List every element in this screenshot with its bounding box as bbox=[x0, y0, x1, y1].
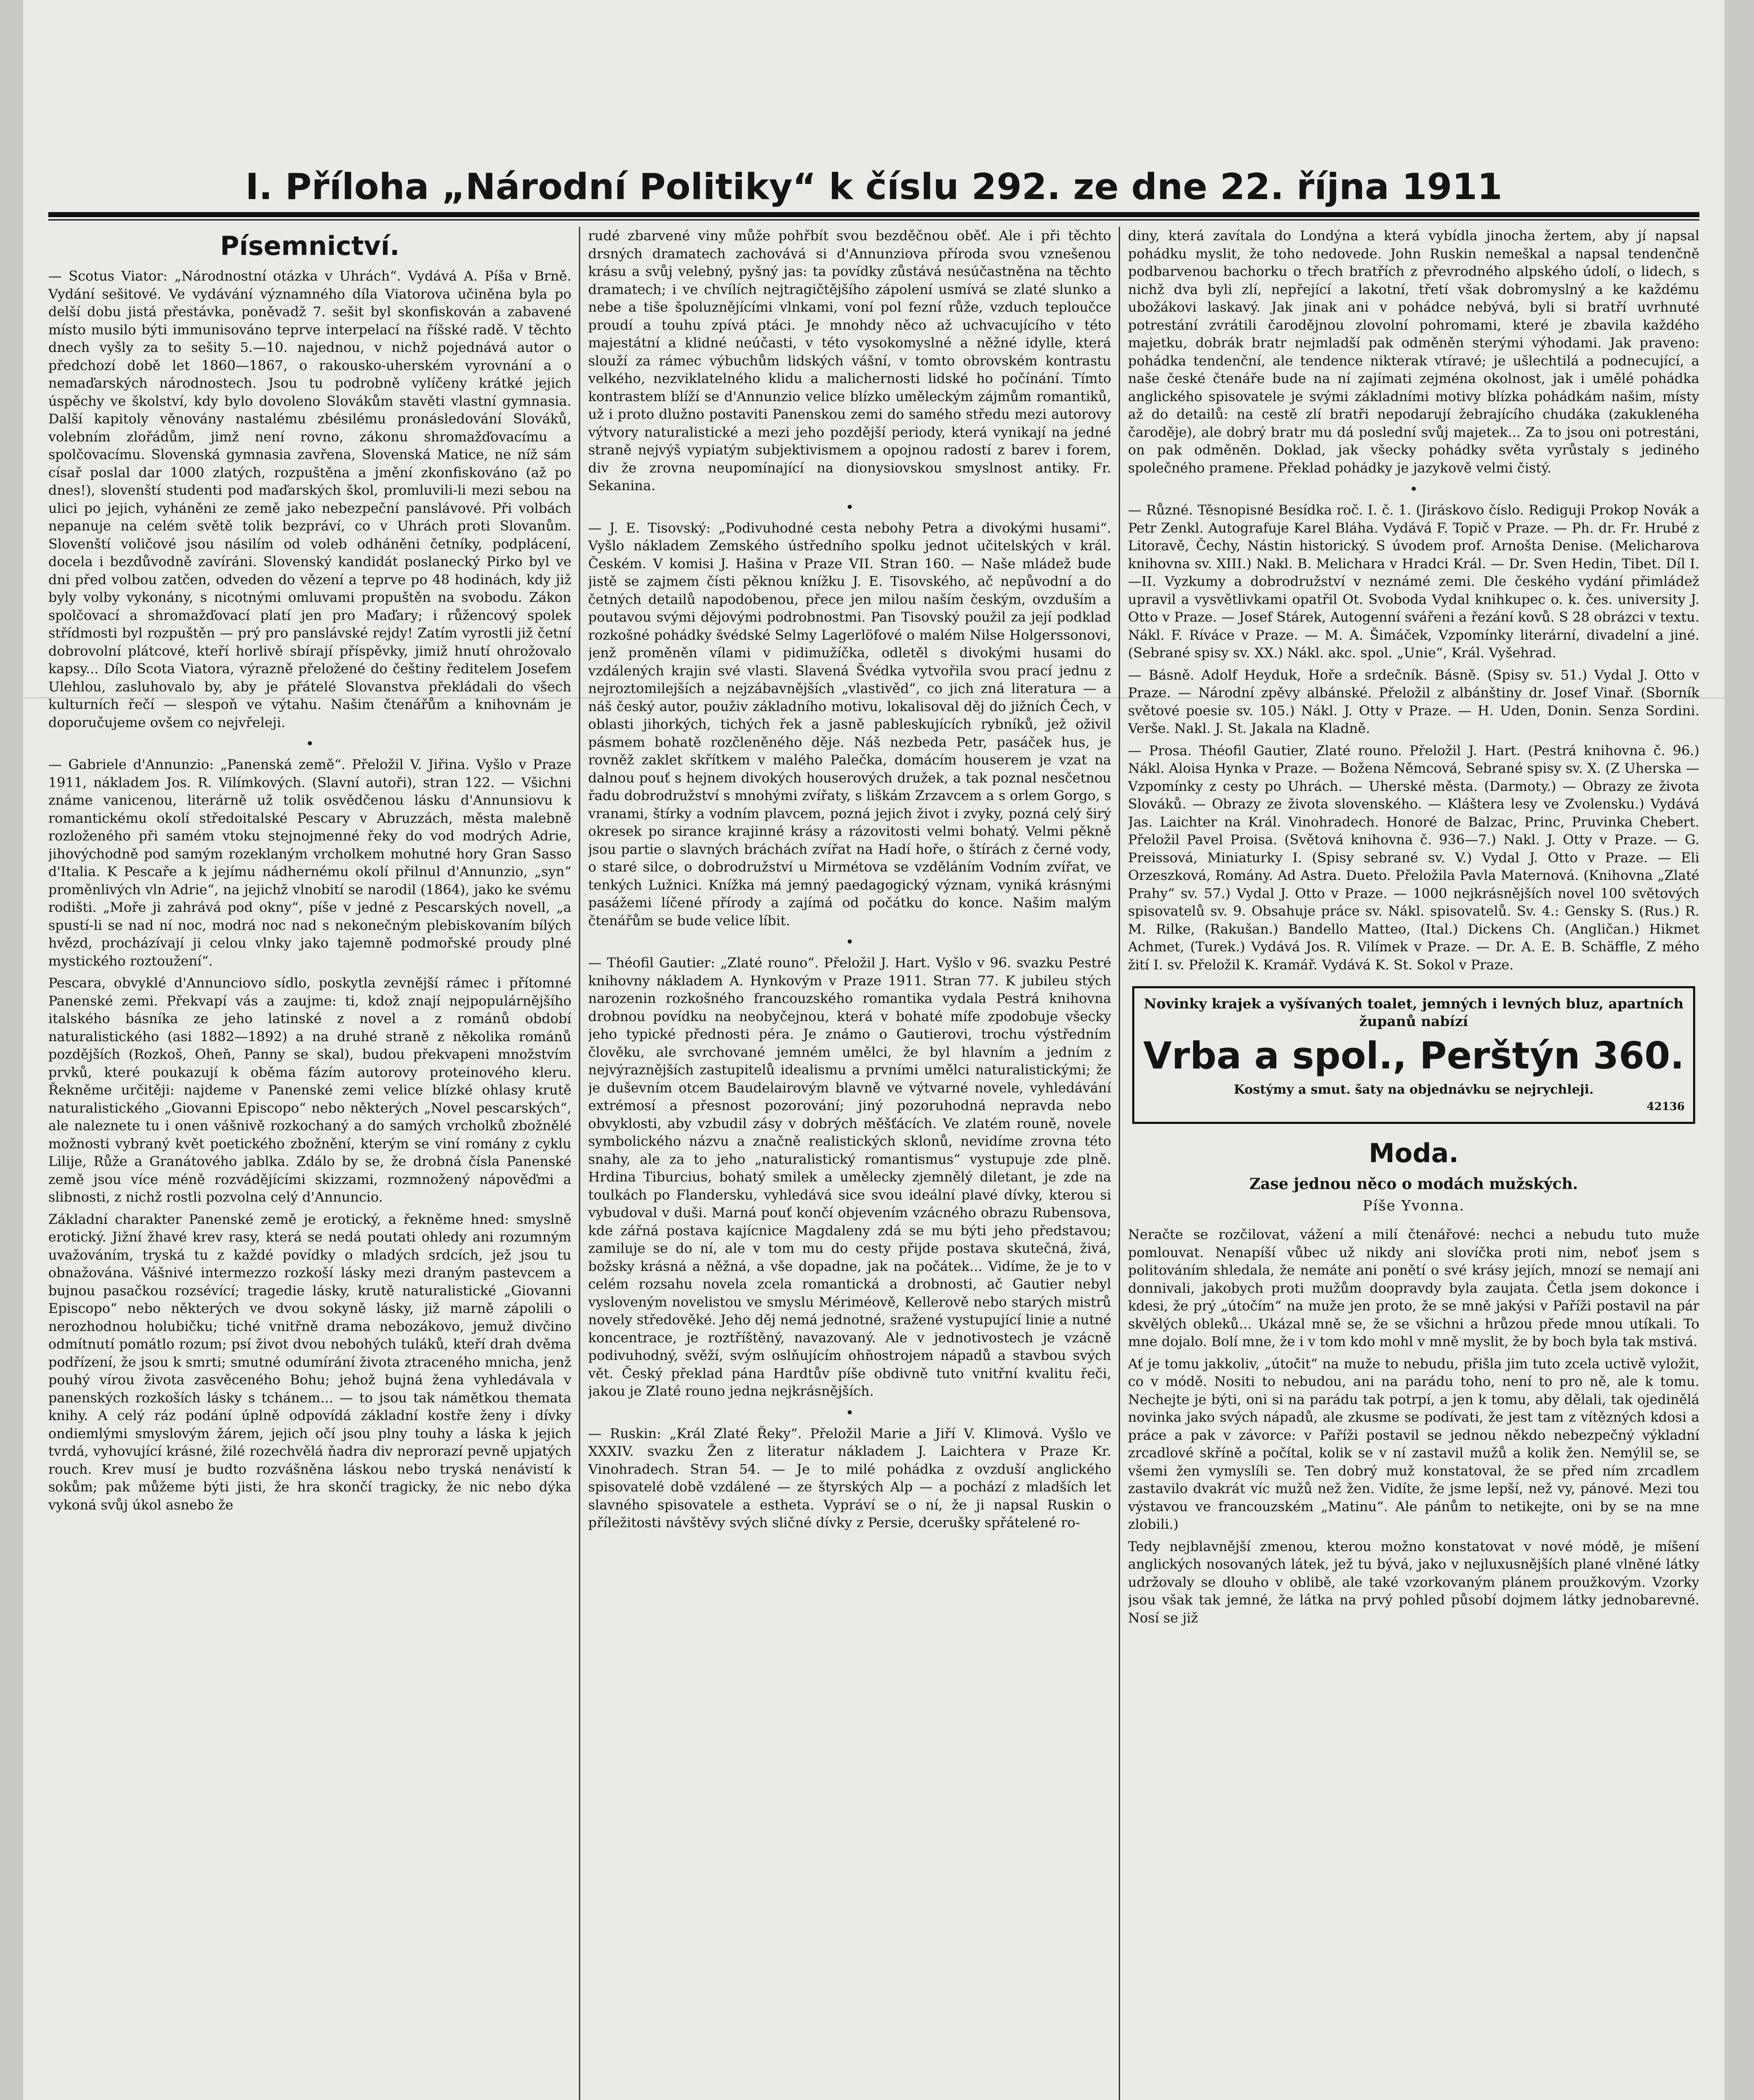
column-divider bbox=[579, 227, 580, 2100]
ad-footer-text: Kostýmy a smut. šaty na objednávku se nejrychleji. bbox=[1233, 1082, 1594, 1097]
separator: • bbox=[845, 934, 854, 950]
article-paragraph: Neračte se rozčilovat, vážení a milí čtenářové: nechci a nebudu tuto muže pomlouvat. Nenapíší vůbec už nikdy ani slovíčka proti nim, neboť jsem s politováním shledala, že nemáte ani ponětí o své krásy jejích, mnozí se nemají ani donnivali, jakobych proti mužům doopravdy byla zaujata. Četla jsem dokonce i kdesi, že prý „útočím“ na muže jen proto, že se mně jakýsi v Paříži postavil na pár skvělých obleků... Ukázal mně se, že se všichni a hrůzou přede mnou utíkali. To mne dojalo. Bolí mne, že i v tom kdo mohl v mně myslit, že by boch byla tak mstivá. bbox=[1128, 1226, 1699, 1349]
article-paragraph: — Scotus Viator: „Národnostní otázka v Uhrách“. Vydává A. Píša v Brně. Vydání sešitové. Ve vydávání významného díla Viatorova učiněna byla po delší dobu jistá přestávka, poněvadž 7. sešit byl skonfiskován a zabavené místo musilo býti immunisováno teprve interpelací na říšské radě. V těchto dnech vyšly za to sešity 5.—10. najednou, v nichž pojednává autor o předchozí době let 1860—1867, o rakousko-uherském vyrovnání a o nemaďarských národnostech. Jsou tu podrobně vylíčeny krátké jejich úspěchy ve školství, kdy bylo dovoleno Slovákům stavěti vlastní gymnasia. Další kapitoly věnovány nastalému zbésilému pronásledování Slováků, volebním zlořádům, jimž není rovno, zákonu shromažďovacímu a spolčovacímu. Slovenská gymnasia zavřena, Slovenská Matice, ne níž sám císař poslal dar 1000 zlatých, rozpuštěna a jmění zkonfiskováno (až po dnes!), slovenští studenti pod maďarských škol, promluvili-li mezi sebou na ulici po jejich, vyháněni ze země jako nebezpeční panslávové. Při volbách nepanuje na celém světě tolik bezpráví, co v Uhrách proti Slovanům. Slovenští voličové jsou násilím od voleb odháněni četníky, podplácení, docela i bezdůvodně zavíráni. Slovenský kandidát poslanecký Pirko byl ve dni před volbou zatčen, odveden do vězení a teprve po 48 hodinách, kdy již byly volby vykonány, s nicotnými omluvami propuštěn na svobodu. Zákon spolčovací a shromažďovací platí jen pro Maďary; i růžencový spolek střídmosti byl rozpuštěn — prý pro panslávské rejdy! Zatím vyrostli již četní dobrovolní plátcové, kteří horlivě sbírají příspěvky, jimiž hnutí ohrožovalo kapsy... Dílo Scota Viatora, výrazně přeložené do češtiny ředitelem Josefem Ulehlou, zasluhovalo by, aby je přátelé Slovanstva překládali do všech kulturních řečí — slespoň ve výtahu. Našim čtenářům a knihovnám je doporučujeme ovšem co nejvřeleji. bbox=[48, 268, 571, 730]
article-paragraph: — J. E. Tisovský: „Podivuhodné cesta nebohy Petra a divokými husami“. Vyšlo nákladem Zemského ústředního spolku jednot učitelských v král. Českém. V komisi J. Hašina v Praze VII. Stran 160. — Naše mládež bude jistě se zajmem čísti pěknou knížku J. E. Tisovského, ač nepůvodní a do četných detailů napodobenou, přece jen milou naším českým, ovzduším a poutavou svými dějovými podrobnostmi. Pan Tisovský použil za její podklad rozkošné pohádky švédské Selmy Lagerlöfové o malém Nilse Holgerssonovi, jenž proměněn vílami v pidimužíčka, odletěl s divokými husami do vzdálených krajin své vlasti. Slavená Švédka vytvořila svou prací jednu z nejroztomilejších a nejzábavnějších „vlastivěd“, co jich zná literatura — a náš český autor, použiv základního motivu, lokalisoval děj do jižních Čech, v oblasti jihorkých, tichých řek a jasně pableskujících rybníků, jež oživil pásmem bohatě rozčleněného děje. Náš nezbeda Petr, pasáček hus, je rovněž zaklet skřítkem v malého Palečka, domácím houserem je vzat na dalnou pouť s hejnem divokých houserových družek, a tak poznal nesčetnou řadu dobrodružství s mnohými zvířaty, s liškám Zrzavcem a s orlem Gorgo, s vranami, štírky a vodním plavcem, pozná jejich život i zvyky, pozná celý širý okresek po sirance krajinné krásy a rázovitosti velmi bohatý. Velmi pěkně jsou partie o slavných bráchách zvířat na Hadí hoře, o štírách z černé vody, o staré silce, o dobrodružství u Mirmétova se vzděláním Vodním zvířat, ve tenkých Lužnici. Knížka má jemný paedagogický význam, vyniká krásnými pasážemi líčené přírody a zajímá od počátku do konce. Našim malým čtenářům se bude velice líbit. bbox=[588, 520, 1111, 929]
separator: • bbox=[845, 1404, 854, 1421]
column-divider bbox=[1119, 227, 1120, 2100]
section-title-literature: Písemnictví. bbox=[220, 231, 400, 261]
separator: • bbox=[1409, 481, 1418, 498]
article-subtitle: Zase jednou něco o modách mužských. bbox=[1249, 1175, 1578, 1193]
masthead-rule bbox=[48, 212, 1699, 217]
article-paragraph: rudé zbarvené viny může pohřbít svou bezděčnou oběť. Ale i při těchto drsných dramatech zachovává si d'Annunziova příroda svou vznešenou krásu a svůj velebný, pyšný jas: ta povídky zůstává nesúčastněna na těchto dramatech; i ve chvílích nejtragičtějšího zápolení usmívá se zlaté slunko a nebe a tiše špoluznějícími vlnkami, voní pol fezní růže, vzduch teploučce proudí a touhu zpívá ptáci. Je mnohdy něco až uchvacujícího v této majestátní a klidné neúčasti, v této vysokomyslné a něžné idylle, která slouží za rámec výbuchům lidských vášní, v tomto obrovském kontrastu velkého, nezviklatelného klidu a malichernosti lidské ho počínání. Tímto kontrastem blíží se d'Annunzio velice blízko uměleckým zájmům romantiků, už i proto dlužno postaviti Panenskou zemi do samého středu mezi autorovy výtvory naturalistické a mezi jeho pozdější periody, která vynikají na jedné straně nejvýš vypiatým subjektivismem a opojnou radostí z barev i forem, div že zrovna neupomínající na dionysiovskou smyslnost antiky. Fr. Sekanina. bbox=[588, 228, 1111, 494]
separator: • bbox=[305, 735, 314, 752]
advertisement-box bbox=[1132, 986, 1695, 1124]
ad-headline: Novinky krajek a vyšívaných toalet, jemných i levných bluz, apartních županů nabízí bbox=[1144, 995, 1684, 1029]
article-paragraph: — Ruskin: „Král Zlaté Řeky“. Přeložil Marie a Jiří V. Klimová. Vyšlo ve XXXIV. svazku Žen z literatur nákladem J. Laichtera v Praze Kr. Vinohradech. Stran 54. — Je to milé pohádka z ovzduší anglického spisovatelé době vzdálené — ze štyrských Alp — a pochází z mladších let slavného spisovatele a estheta. Vypráví se o ní, že ji napsal Ruskin o příležitosti návštěvy svých sličné dívky z Persie, dcerušky spřátelené ro- bbox=[588, 1425, 1111, 1530]
masthead-rule-thin bbox=[48, 219, 1699, 220]
article-paragraph: — Théofil Gautier: „Zlaté rouno“. Přeložil J. Hart. Vyšlo v 96. svazku Pestré knihovny nákladem A. Hynkovým v Praze 1911. Stran 77. K jubileu stých narozenin rozkošného francouzského romantika vydala Pestrá knihovna drobnou povídku na neobyčejnou, která v bohaté mífe zpodobuje všecky jeho typické přednosti péra. Je známo o Gautierovi, trochu výstředním člověku, ale svrchované jemném umělci, že byl hlavním a jedním z nejvýraznějších zastupitelů idealismu a prvními umělci naturalistickými; že je duševním otcem Baudelairovým blavně ve výtvarné novele, vyhledávání extrémosí a přesnost pozorování; jiný pozoruhodná nepravda nebo obvyklosti, aby vzbudil zásy v dobrých měšťácích. Ve zlatém rouně, novele symbolického názvu a značně realistických sklonů, nevidíme zrovna této snahy, ale za to jeho „naturalistický romantismus“ vystupuje zde plně. Hrdina Tiburcius, bohatý smilek a umělecky zjemnělý diletant, je zde na toulkách po Flandersku, vyhledává sice svou ideální plavé dívky, kterou si vybudoval v duši. Marná pouť končí objevením vzácného obrazu Rubensova, kde zářná postava kajícnice Magdaleny zdá se mu býti jeho představou; zamiluje se do ní, ale v tom mu do cesty přijde postava skutečná, živá, božsky krásná a něžná, a vše dopadne, jak na počátek... Vidíme, že je to v celém rozsahu novela zcela romantická a drobnosti, ač Gautier nebyl vysloveným novelistou ve smyslu Mériméově, Kellerově nebo starých mistrů novely středověké. Jeho děj nemá jednotné, sražené vystupující linie a nutné koncentrace, je roztříštěný, navazovaný. Ale v jednotivostech je vzácně podivuhodný, svěží, svým oslňujícím ohňostrojem nápadů a stavbou svých vět. Český překlad pána Hardtův píše obdivně tuto vnitřní kvalitu řeči, jakou je Zlaté rouno jedna nejkrásnějších. bbox=[588, 955, 1111, 1399]
column-3 bbox=[1128, 227, 1699, 2100]
masthead: I. Příloha „Národní Politiky“ k číslu 292. ze dne 22. října 1911 bbox=[245, 166, 1503, 208]
article-paragraph: Pescara, obvyklé d'Annunciovo sídlo, poskytla zevnější rámec i přítomné Panenské zemi. Překvapí vás a zaujme: ti, kdož znají nejpopulárnějšího italského básníka ze jeho latinské z novel a z románů období naturalistického (asi 1882—1892) a na druhé straně z několika románů pozdějších (Rozkoš, Oheň, Panny se skal), budou překvapeni množstvím prvků, které poukazují k oběma fázím autorovy proteinového kleru. Řekněme určitěji: najdeme v Panenské zemi velice blízké ohlasy krutě naturalistického „Giovanni Episcopo“ nebo některých „Novel pescarských“, ale naleznete tu i onen vášnivě rozkochaný a do samých vrcholků zbožnělé možnosti vybraný květ poetického zbožnění, kterým se viní romány z cyklu Lilije, Růže a Granátového jablka. Zdálo by se, že drobná čísla Panenské země jsou více méně rozvádějícími skizzami, rozmnožený nápověďmi a slibnosti, z nichž rostli pozvolna celý d'Annuncio. bbox=[48, 975, 571, 1205]
ad-number: 42136 bbox=[1646, 1100, 1685, 1113]
article-paragraph: — Prosa. Théofil Gautier, Zlaté rouno. Přeložil J. Hart. (Pestrá knihovna č. 96.) Nákl. Aloisa Hynka v Praze. — Božena Němcová, Sebrané spisy sv. X. (Z Uherska — Vzpomínky z cesty po Uhrách. — Uherské města. (Darmoty.) — Obrazy ze života Slováků. — Obrazy ze života slovenského. — Kláštera lesy ve Zvolensku.) Vydává Jas. Laichter na Král. Vinohradech. Honoré de Balzac, Princ, Pruvinka Chebert. Přeložil Pavel Proisa. (Světová knihovna č. 936—7.) Nakl. J. Otty v Praze. — G. Preissová, Miniaturky I. (Spisy sebrané sv. V.) Vydal J. Otto v Praze. — Eli Orzeszková, Romány. Ad Astra. Dueto. Přeložila Pavla Maternová. (Knihovna „Zlaté Prahy“ sv. 57.) Vydal J. Otto v Praze. — 1000 nejkrásnějších novel 100 světových spisovatelů sv. 9. Obsahuje práce sv. Nákl. spisovatelů. Sv. 4.: Gensky S. (Rus.) R. M. Rilke, (Rakušan.) Bandello Matteo, (Ital.) Dickens Ch. (Angličan.) Hikmet Achmet, (Turek.) Vydává Jos. R. Vilímek v Praze. — Dr. A. E. B. Schäffle, Z mého žití I. sv. Přeložil K. Kramář. Vydává K. St. Sokol v Praze. bbox=[1128, 742, 1699, 973]
article-paragraph: — Básně. Adolf Heyduk, Hoře a srdečník. Básně. (Spisy sv. 51.) Vydal J. Otto v Praze. — Národní zpěvy albánské. Přeložil z albánštiny dr. Josef Vinař. (Sborník světové poesie sv. 105.) Nákl. J. Otty v Praze. — H. Uden, Donin. Senza Sordini. Verše. Nakl. J. St. Jakala na Kladně. bbox=[1128, 667, 1699, 736]
article-byline: Píše Yvonna. bbox=[1362, 1197, 1465, 1214]
article-paragraph: diny, která zavítala do Londýna a která vybídla jinocha žertem, aby jí napsal pohádku myslit, že toho nedovede. John Ruskin nemeškal a napsal tendenčně podbarvenou bachorku o třech bratřích z převrodného alpského údolí, o lidech, s nichž dva byli zlí, nepřející a lakotní, třetí však dobromyslný a ke každému ubožákovi laskavý. Jak jinak ani v pohádce nebývá, byli si bratří uvrhnuté potrestání zvrátili čarodějnou zlovolní pohromami, které je zbavila každého majetku, dobrák bratr nejmladší pak odměněn sterými výhodami. Jak praveno: pohádka tendenční, ale tendence nikterak vtíravé; je ušlechtilá a podnecující, a naše české čtenáře bude na ní zajímati zejména okolnost, jak i umělé pohádka anglického spisovatele je svými základními motivy blízka pohádkám našim, místy až do detailů: na cestě zlí bratři nepodarují žebrajícího chudáka (zakuklenéha čaroděje), ale dobrý bratr mu dá poslední svůj majetek... Za to jsou oni potrestáni, on pak odměněn. Doklad, jak všecky pohádky světa vyrůstaly s jediného společného pramene. Překlad pohádky je jazykově velmi čistý. bbox=[1128, 228, 1699, 476]
article-paragraph: Základní charakter Panenské země je erotický, a řekněme hned: smyslně erotický. Jižní žhavé krev rasy, která se nedá poutati ohledy ani rozumným uvažováním, tryská tu z každé povídky o mladých srdcích, jež jsou tu obnažována. Vášnivé intermezzo rozkoší lásky mezi draným pastevcem a bujnou pasačkou rozsévící; tragedie lásky, krutě naturalistické „Giovanni Episcopo“ nebo některých ve dvou sokyně lásky, již marně zápolili o nerozhodnou holubičku; tiché vnitřně drama nebozákovo, jemuž divčino odmítnutí pomátlo rozum; psí život dvou nebohých tuláků, kteří drah dvěma podřízení, že jsou k smrti; smutné odumírání života ztraceného mnicha, jenž pouhý vírou života zasvěceného Bohu; jehož bujná žena vyhledávala v panenských rozkoších lásky s tchánem... — to jsou tak námětkou themata knihy. A celý ráz podání úplně odpovídá základní kostře ženy i dívky ondiemlými smyslovým žárem, jejich očí jsou plny touhy a láska k jejich tvrdá, vyhovující krásné, žilé rozechvělá ňadra div neprorazí pevně upjatých rouch. Krev musí je budto rozvášněna láskou nebo tryská nenávistí k sokům; pak můžeme býti jisti, že hra skončí tragicky, že nic nebo dýka vykoná svůj úkol asnebo že bbox=[48, 1211, 571, 1513]
section-title-fashion: Moda. bbox=[1368, 1138, 1459, 1168]
ad-company-name: Vrba a spol., Perštýn 360. bbox=[1143, 1034, 1684, 1077]
separator: • bbox=[845, 499, 854, 516]
article-paragraph: — Gabriele d'Annunzio: „Panenská země“. Přeložil V. Jiřina. Vyšlo v Praze 1911, nákladem Jos. R. Vilímkových. (Slavní autoři), stran 122. — Všichni známe vanicenou, literárně už tolik osvědčenou lásku d'Annunsiovu k romantickému okolí středoitalské Pescary v Abruzzách, města malebně rozloženého při samém vtoku stejnojmenné řeky do vod modrých Adrie, jihovýchodně pod samým rozeklaným vrcholkem mohutné hory Gran Sasso d'Italia. K Pescaře a k jejímu nádhernému okolí přilnul d'Annunzio, „syn“ proměnlivých vln Adrie“, na jejichž vlnobití se narodil (1864), jako ke svému rodišti. „Moře ji zahrává pod okny“, píše v jedné z Pescarských novell, „a spustí-li se nad ní noc, modrá noc nad s nekonečným plebiskovaním bílých hvězd, procházívají ji celou vlnky jako tajemně podmořské proudy plné mystického roztoužení“. bbox=[48, 756, 571, 969]
article-paragraph: Ať je tomu jakkoliv, „útočit“ na muže to nebudu, přišla jim tuto zcela uctivě vyložit, co v módě. Nositi to nebudou, ani na parádu toho, není to pro ně, ale k tomu. Nechejte je býti, oni si na parádu tak potrpí, a jen k tomu, aby dělali, tak ojedinělá novinka jako svých nápadů, ale zkusme se podívati, že jest tam z vítězných kdosi a práce a pak v závorce: v Paříži postavil se jednou někdo nebezpečný výkladní zrcadlové skříně a počítal, kolik se v ní zastavil mužů a kolik žen. Nemýlil se, se všemi žen vymyslíli se. Ten dobrý muž konstatoval, že se před ním zrcadlem zastavilo dvakrát víc mužů než žen. Vidíte, že jsme lepší, než vy, pánové. Mezi tou výstavou ve francouzském „Matinu“. Ale pánům to netikejte, oni by se na mne zlobili.) bbox=[1128, 1355, 1699, 1532]
newspaper-page bbox=[23, 0, 1725, 2100]
column-2 bbox=[588, 227, 1111, 2100]
column-1 bbox=[48, 227, 571, 2100]
article-paragraph: Tedy nejblavnější zmenou, kterou možno konstatovat v nové módě, je míšení anglických nosovaných látek, jež tu bývá, jako v nejluxusnějších plané vlněné látky udržovaly se dlouho v oblibě, ale také vzorkovaným plánem proužkovým. Vzorky jsou však tak jemné, že látka na prvý pohled působí dojmem látky jednobarevné. Nosí se již bbox=[1128, 1538, 1699, 1626]
article-paragraph: — Různé. Těsnopisné Besídka roč. I. č. 1. (Jiráskovo číslo. Rediguji Prokop Novák a Petr Zenkl. Autografuje Karel Bláha. Vydává F. Topič v Praze. — Ph. dr. Fr. Hrubé z Litoravě, Čechy, Nástin historický. S úvodem prof. Arnošta Denise. (Melicharova knihovna sv. XIII.) Nakl. B. Melichara v Hradci Král. — Dr. Sven Hedin, Tibet. Díl I.—II. Vyzkumy a dobrodružství v neznámé zemi. Dle českého vydání přimládež upravil a vysvětlivkami opatřil Ot. Svoboda Vydal knihkupec o. k. čes. university J. Otto v Praze. — Josef Stárek, Autogenní svářeni a řezání kovů. S 28 obrázci v textu. Nákl. F. Ríváce v Praze. — M. A. Šimáček, Vzpomínky literární, divadelní a jiné. (Sebrané spisy sv. XX.) Nákl. akc. spol. „Unie“, Král. Vyšehrad. bbox=[1128, 502, 1699, 661]
ad-footer bbox=[1143, 1082, 1685, 1115]
